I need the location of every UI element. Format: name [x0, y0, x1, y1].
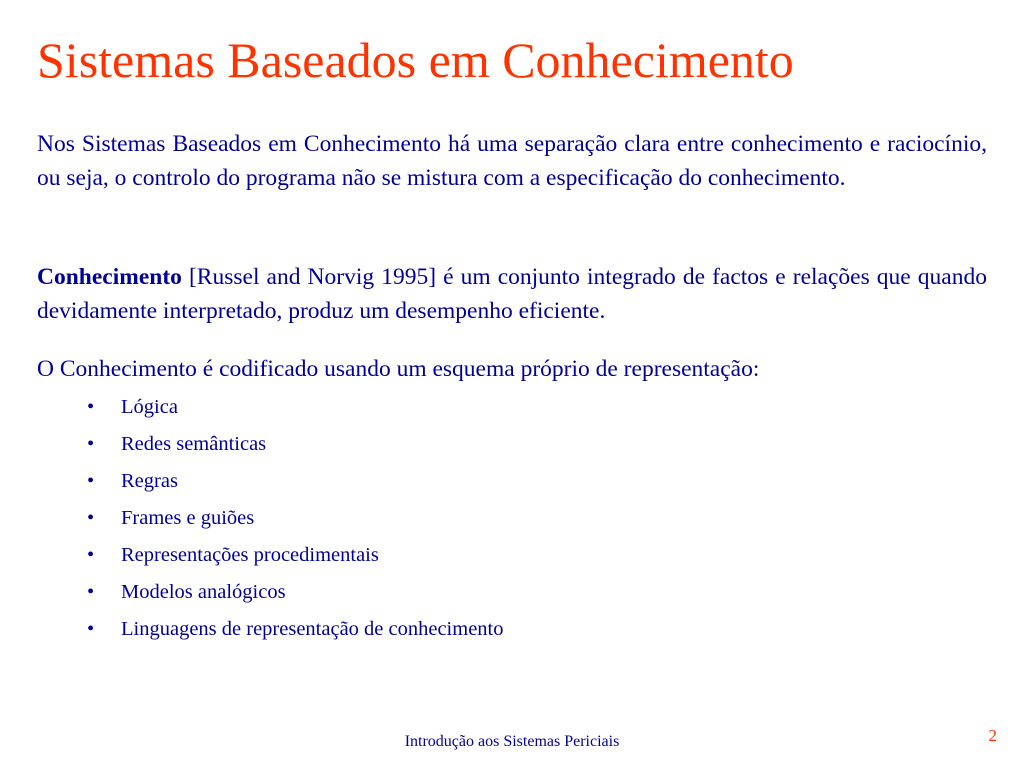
list-item: [87, 501, 504, 538]
representation-list: [87, 390, 504, 649]
list-item: [87, 464, 504, 501]
bullet-icon: •: [87, 618, 95, 640]
list-item: [87, 538, 504, 575]
list-item-label: Linguagens de representação de conhecimento: [121, 618, 504, 640]
list-item-label: Redes semânticas: [121, 433, 267, 455]
list-item-label: Regras: [121, 470, 178, 492]
bullet-icon: •: [87, 544, 95, 566]
definition-paragraph: [37, 260, 987, 328]
list-item: [87, 427, 504, 464]
page-number: 2: [988, 726, 997, 745]
slide-title: Sistemas Baseados em Conhecimento: [37, 32, 794, 88]
list-item-label: Representações procedimentais: [121, 544, 379, 566]
bullet-icon: •: [87, 470, 95, 492]
list-item: [87, 575, 504, 612]
representation-intro: O Conhecimento é codificado usando um esquema próprio de representação:: [37, 356, 760, 382]
bullet-icon: •: [87, 581, 95, 603]
intro-paragraph: Nos Sistemas Baseados em Conhecimento há uma separação clara entre conhecimento e raciocínio, ou seja, o controlo do programa não se mistura com a especificação do conhecimento.: [37, 131, 987, 191]
list-item-label: Modelos analógicos: [121, 581, 286, 603]
bullet-icon: •: [87, 507, 95, 529]
bullet-icon: •: [87, 396, 95, 418]
list-item-label: Frames e guiões: [121, 507, 255, 529]
list-item: [87, 390, 504, 427]
list-item: [87, 612, 504, 649]
definition-term: Conhecimento: [37, 264, 182, 290]
slide-footer: Introdução aos Sistemas Periciais: [404, 733, 620, 750]
bullet-icon: •: [87, 433, 95, 455]
list-item-label: Lógica: [121, 396, 178, 418]
definition-text: [Russel and Norvig 1995] é um conjunto integrado de factos e relações que quando devidamente interpretado, produz um desempenho eficiente.: [37, 264, 987, 324]
